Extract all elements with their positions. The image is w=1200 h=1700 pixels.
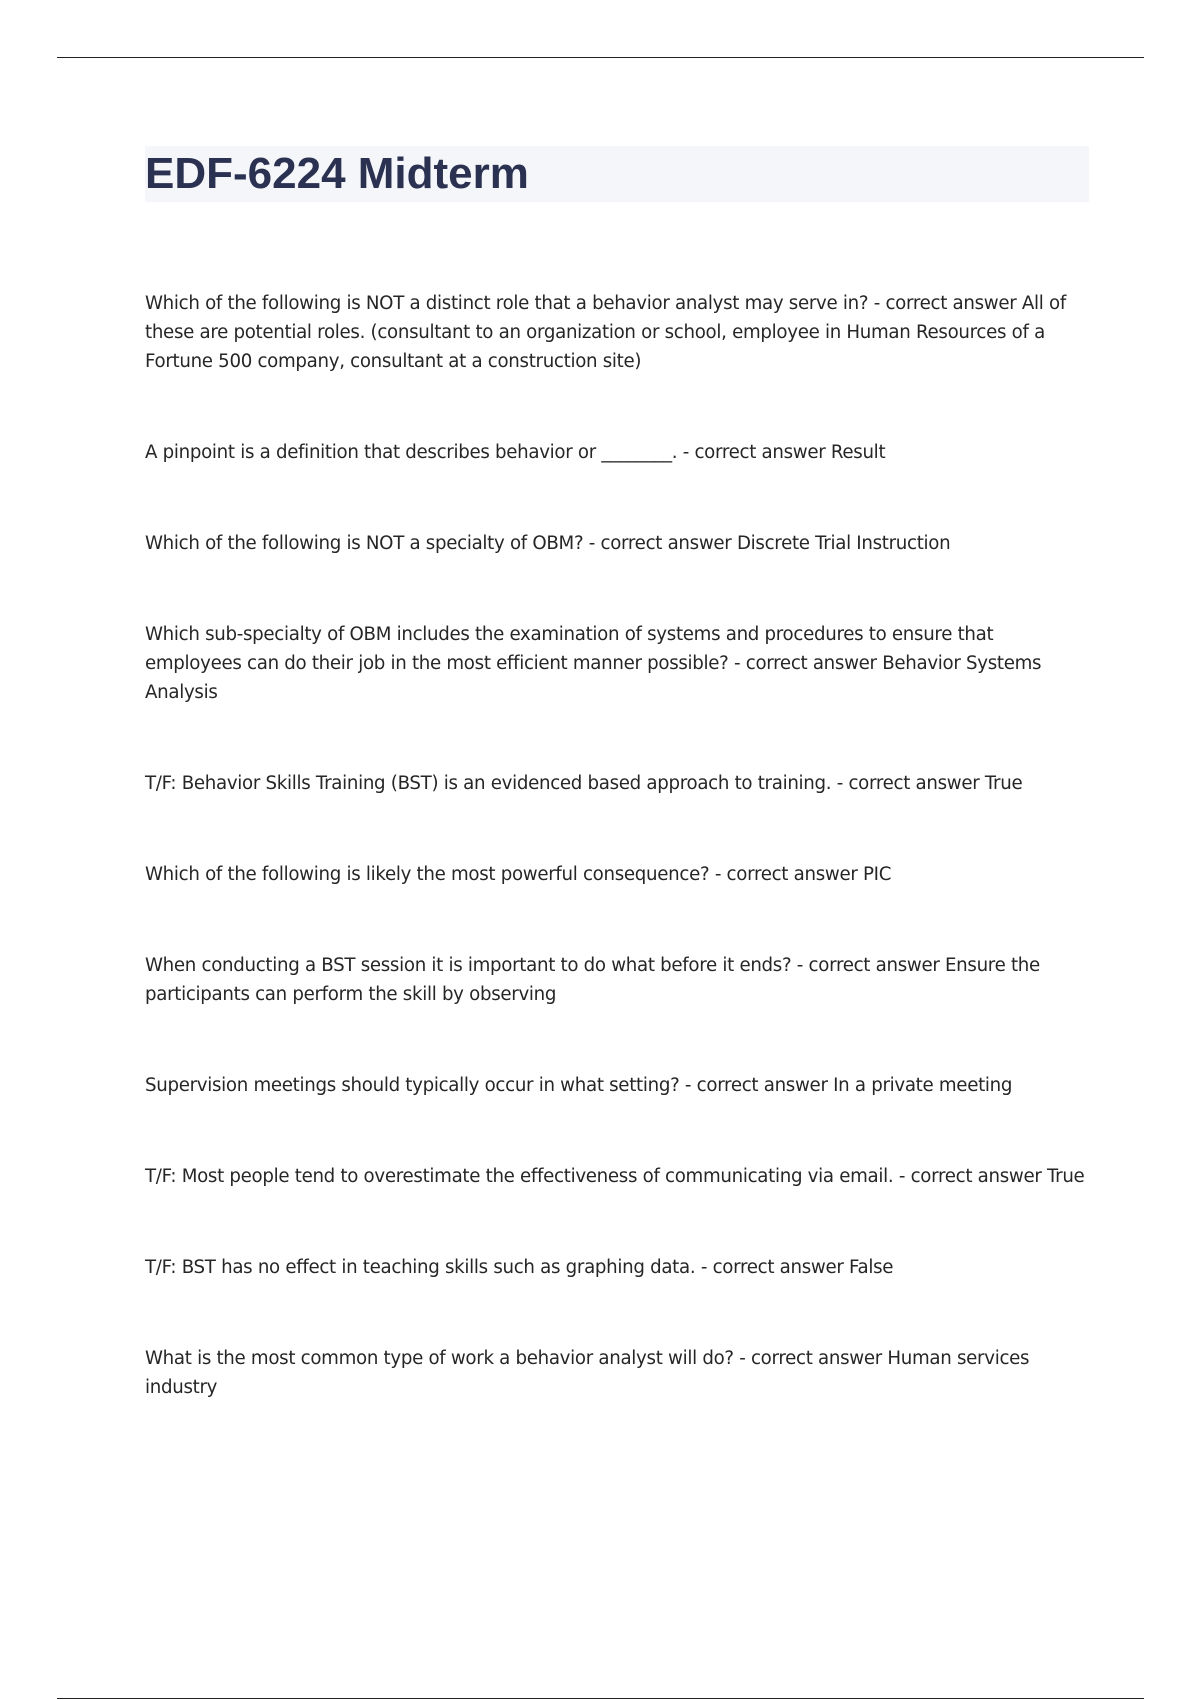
question-item-4: Which sub-specialty of OBM includes the examination of systems and procedures to ensure that employees can do their job in the most efficient manner possible? - correct answer Behavior Systems Analysis — [145, 624, 1042, 703]
question-item-3: Which of the following is NOT a specialty of OBM? - correct answer Discrete Trial Instruction — [145, 533, 951, 554]
top-divider — [57, 57, 1144, 58]
title-band — [145, 146, 1089, 202]
question-item-2: A pinpoint is a definition that describes behavior or ________. - correct answer Result — [145, 442, 886, 463]
question-item-11: What is the most common type of work a behavior analyst will do? - correct answer Human services industry — [145, 1348, 1030, 1398]
question-item-10: T/F: BST has no effect in teaching skills such as graphing data. - correct answer False — [145, 1257, 894, 1278]
page-title: EDF-6224 Midterm — [145, 149, 529, 198]
question-item-8: Supervision meetings should typically occur in what setting? - correct answer In a private meeting — [145, 1075, 1013, 1096]
question-item-5: T/F: Behavior Skills Training (BST) is an evidenced based approach to training. - correct answer True — [145, 773, 1023, 794]
question-item-7: When conducting a BST session it is important to do what before it ends? - correct answer Ensure the participants can perform the skill by observing — [145, 955, 1040, 1005]
question-item-6: Which of the following is likely the most powerful consequence? - correct answer PIC — [145, 864, 892, 885]
bottom-divider — [57, 1698, 1144, 1699]
question-list — [145, 289, 1090, 1402]
question-item-1: Which of the following is NOT a distinct role that a behavior analyst may serve in? - correct answer All of these are potential roles. (consultant to an organization or school, employee in Human Resources of a Fortune 500 company, consultant at a construction site) — [145, 293, 1066, 372]
question-item-9: T/F: Most people tend to overestimate the effectiveness of communicating via email. - correct answer True — [145, 1166, 1085, 1187]
